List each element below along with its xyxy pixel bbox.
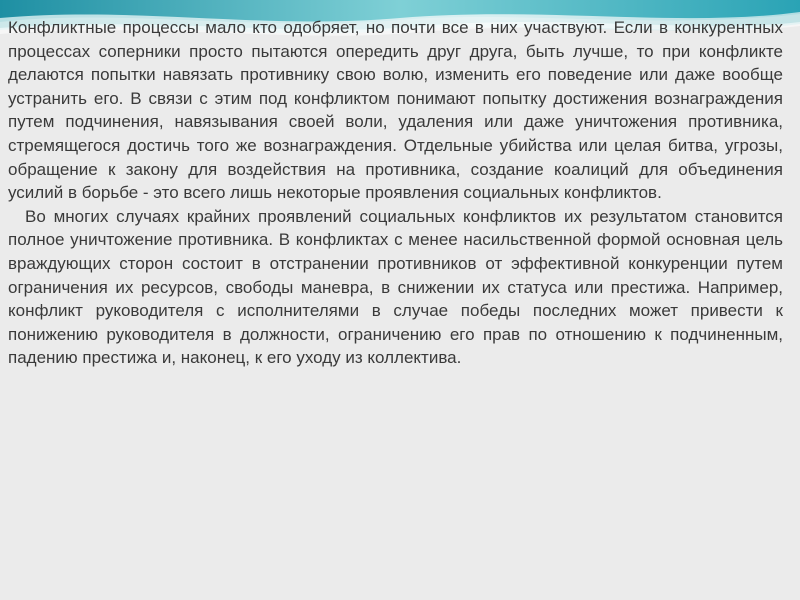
paragraph-2: Во многих случаях крайних проявлений социальных конфликтов их результатом становится полное уничтожение противника. В конфликтах с менее насильственной формой основная цель враждующих сторон состоит в отстранении противников от эффективной конкуренции путем ограничения их ресурсов, свободы маневра, в снижении их статуса или престижа. Например, конфликт руководителя с исполнителями в случае победы последних может привести к понижению руководителя в должности, ограничению его прав по отношению к подчиненным, падению престижа и, наконец, к его уходу из коллектива. [8, 206, 783, 368]
slide-body-text [8, 16, 783, 370]
paragraph-1: Конфликтные процессы мало кто одобряет, но почти все в них участвуют. Если в конкурентных процессах соперники просто пытаются опередить друг друга, быть лучше, то при конфликте делаются попытки навязать противнику свою волю, изменить его поведение или даже вообще устранить его. В связи с этим под конфликтом понимают попытку достижения вознаграждения путем подчинения, навязывания своей воли, удаления или даже уничтожения противника, стремящегося достичь того же вознаграждения. Отдельные убийства или целая битва, угрозы, обращение к закону для воздействия на противника, создание коалиций для объединения усилий в борьбе - это всего лишь некоторые проявления социальных конфликтов. [8, 18, 783, 203]
